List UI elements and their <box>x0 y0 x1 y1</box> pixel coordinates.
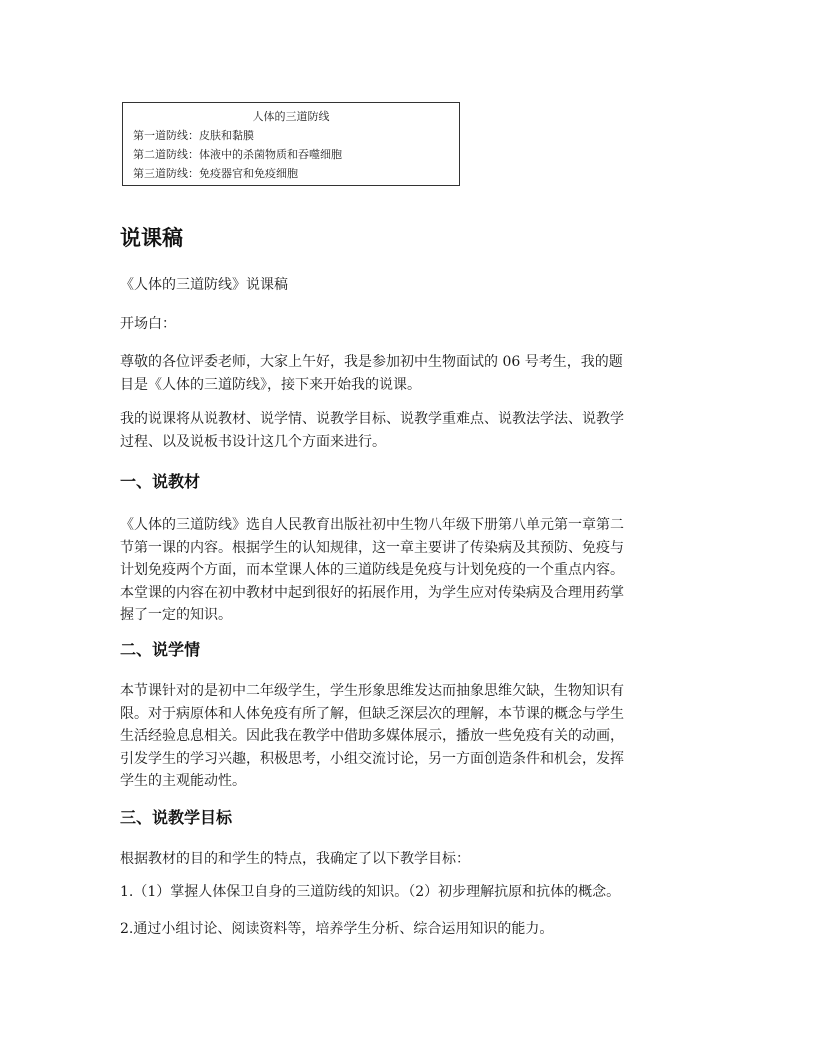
paragraph-line: 《人体的三道防线》选自人民教育出版社初中生物八年级下册第八单元第一章第二 <box>120 517 624 533</box>
board-line-1: 第一道防线：皮肤和黏膜 <box>133 129 254 142</box>
goal-item-1: 1.（1）掌握人体保卫自身的三道防线的知识。（2）初步理解抗原和抗体的概念。 <box>120 884 621 900</box>
goal-item-2: 2.通过小组讨论、阅读资料等，培养学生分析、综合运用知识的能力。 <box>120 921 554 937</box>
paragraph-line: 本堂课的内容在初中教材中起到很好的拓展作用，为学生应对传染病及合理用药掌 <box>120 584 624 601</box>
intro-line: 尊敬的各位评委老师，大家上午好，我是参加初中生物面试的 06 号考生，我的题 <box>120 354 623 370</box>
plan-paragraph <box>120 408 700 453</box>
board-line-3: 第三道防线：免疫器官和免疫细胞 <box>133 167 298 180</box>
paragraph-line: 节第一课的内容。根据学生的认知规律，这一章主要讲了传染病及其预防、免疫与 <box>120 539 624 556</box>
blackboard-design-box <box>122 102 460 186</box>
board-line-2: 第二道防线：体液中的杀菌物质和吞噬细胞 <box>133 148 342 161</box>
paragraph-line: 引发学生的学习兴趣，积极思考，小组交流讨论，另一方面创造条件和机会，发挥 <box>120 750 624 767</box>
paragraph-line: 计划免疫两个方面，而本堂课人体的三道防线是免疫与计划免疫的一个重点内容。 <box>120 562 624 578</box>
section-heading-goals: 三、说教学目标 <box>120 808 233 827</box>
plan-line: 我的说课将从说教材、说学情、说教学目标、说教学重难点、说教法学法、说教学 <box>120 411 624 427</box>
section-heading-textbook: 一、说教材 <box>120 472 201 491</box>
paragraph-line: 限。对于病原体和人体免疫有所了解，但缺乏深层次的理解，本节课的概念与学生 <box>120 705 624 722</box>
subtitle: 《人体的三道防线》说课稿 <box>120 277 288 293</box>
page-title: 说课稿 <box>120 226 183 250</box>
paragraph-line: 生活经验息息相关。因此我在教学中借助多媒体展示，播放一些免疫有关的动画， <box>120 728 624 744</box>
paragraph-line: 握了一定的知识。 <box>120 607 232 623</box>
plan-line: 过程、以及说板书设计这几个方面来进行。 <box>120 433 386 450</box>
intro-paragraph <box>120 351 700 396</box>
paragraph-line: 学生的主观能动性。 <box>120 773 246 789</box>
textbook-paragraph <box>120 514 700 627</box>
board-title: 人体的三道防线 <box>252 110 330 123</box>
section-heading-students: 二、说学情 <box>120 640 201 659</box>
intro-line: 目是《人体的三道防线》，接下来开始我的说课。 <box>120 376 421 393</box>
paragraph-line: 本节课针对的是初中二年级学生，学生形象思维发达而抽象思维欠缺，生物知识有 <box>120 683 624 699</box>
opening-label: 开场白： <box>120 316 176 332</box>
goals-intro: 根据教材的目的和学生的特点，我确定了以下教学目标： <box>120 851 470 867</box>
students-paragraph <box>120 680 700 793</box>
